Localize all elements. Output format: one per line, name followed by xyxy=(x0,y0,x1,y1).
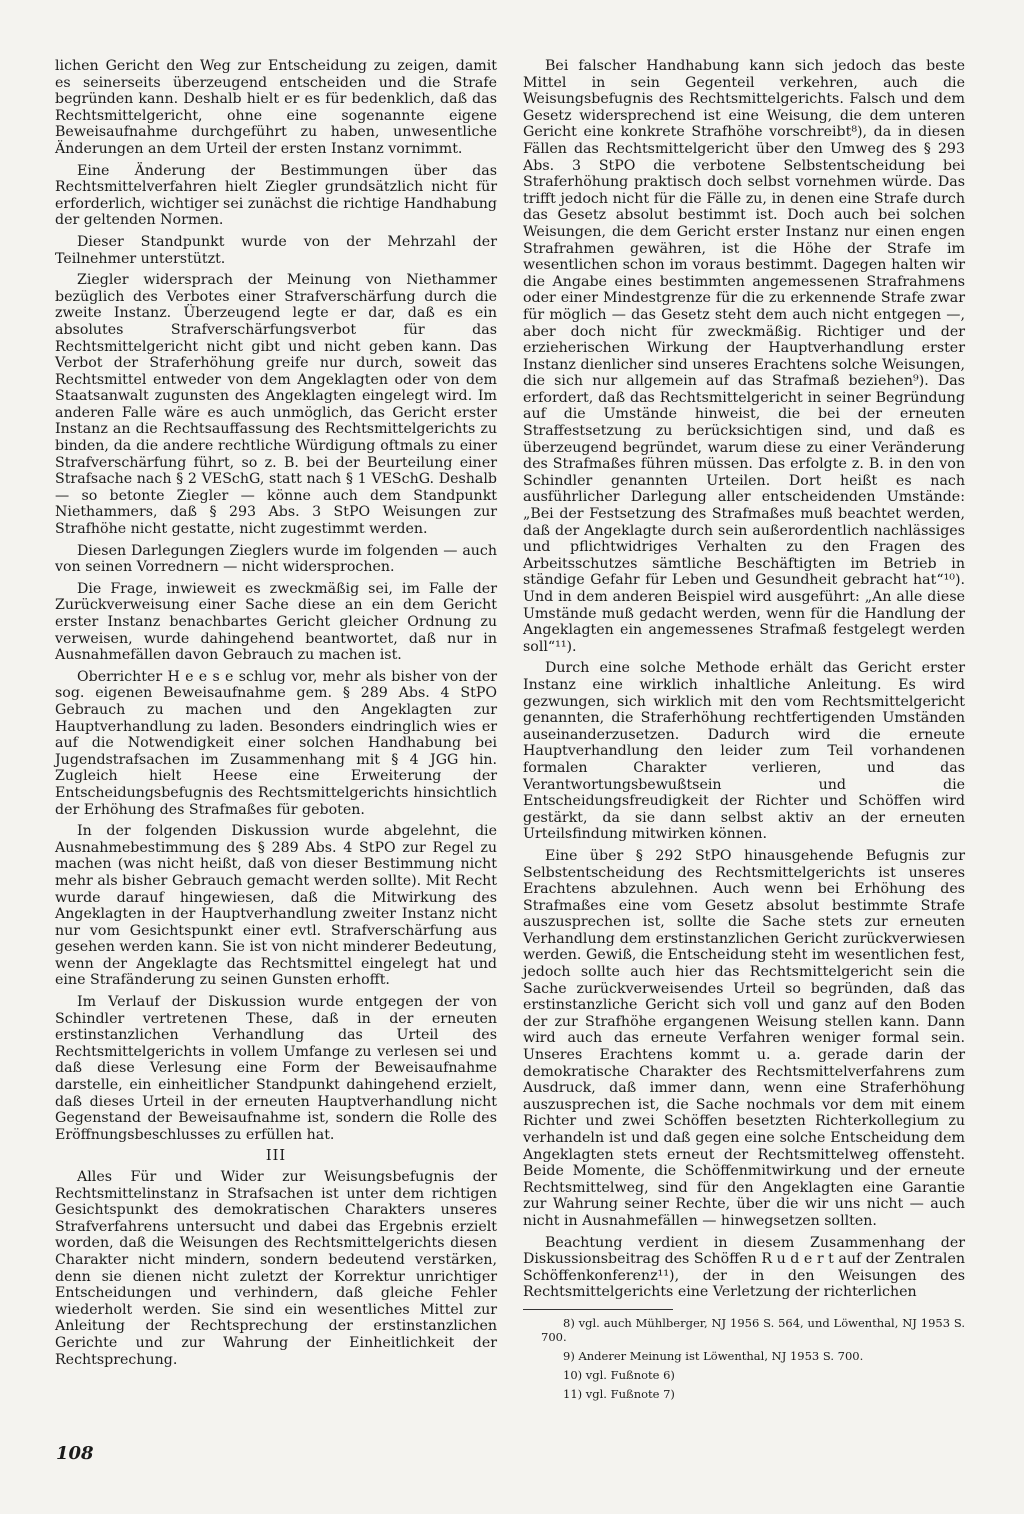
paragraph: In der folgenden Diskussion wurde abgelehnt, die Ausnahmebestimmung des § 289 Abs. 4 StPO zur Regel zu machen (was nicht heißt, daß von dieser Bestimmung nicht mehr als bisher Gebrauch gemacht werden sollte). Mit Recht wurde darauf hingewiesen, daß die Mitwirkung des Angeklagten in der Hauptverhandlung zweiter Instanz nicht nur vom Gesichtspunkt einer evtl. Strafverschärfung aus gesehen werden kann. Sie ist von nicht minderer Bedeutung, wenn der Angeklagte das Rechtsmittel eingelegt hat und eine Strafänderung zu seinen Gunsten erhofft. xyxy=(55,823,497,989)
paragraph: lichen Gericht den Weg zur Entscheidung zu zeigen, damit es seinerseits überzeugend entscheiden und die Strafe begründen kann. Deshalb hielt er es für bedenklich, daß das Rechtsmittelgericht, ohne eine sogenannte eigene Beweisaufnahme durchgeführt zu haben, unwesentliche Änderungen an dem Urteil der ersten Instanz vornimmt. xyxy=(55,58,497,157)
paragraph: Im Verlauf der Diskussion wurde entgegen der von Schindler vertretenen These, daß in der erneuten erstinstanzlichen Verhandlung das Urteil des Rechtsmittelgerichts in vollem Umfange zu verlesen sei und daß diese Verlesung eine Form der Beweisaufnahme darstelle, ein einheitlicher Standpunkt dahingehend erzielt, daß dieses Urteil in der erneuten Hauptverhandlung nicht Gegenstand der Beweisaufnahme ist, sondern die Rolle des Eröffnungsbeschlusses zu erfüllen hat. xyxy=(55,994,497,1143)
page-number: 108 xyxy=(56,1443,94,1464)
paragraph: Oberrichter H e e s e schlug vor, mehr als bisher von der sog. eigenen Beweisaufnahme gem. § 289 Abs. 4 StPO Gebrauch zu machen und den Angeklagten zur Hauptverhandlung zu laden. Besonders eindringlich wies er auf die Notwendigkeit einer solchen Handhabung bei Jugendstrafsachen im Zusammenhang mit § 4 JGG hin. Zugleich hielt Heese eine Erweiterung der Entscheidungsbefugnis des Rechtsmittelgerichts hinsichtlich der Erhöhung des Strafmaßes für geboten. xyxy=(55,668,497,818)
paragraph: Beachtung verdient in diesem Zusammenhang der Diskussionsbeitrag des Schöffen R u d e r t auf der Zentralen Schöffenkonferenz¹¹), der in den Weisungen des Rechtsmittelgerichts eine Verletzung der richterlichen xyxy=(523,1234,965,1301)
footnote: 8) vgl. auch Mühlberger, NJ 1956 S. 564, und Löwenthal, NJ 1953 S. 700. xyxy=(541,1315,965,1344)
footnote-divider xyxy=(523,1309,673,1310)
paragraph: Ziegler widersprach der Meinung von Niethammer bezüglich des Verbotes einer Strafverschärfung durch die zweite Instanz. Überzeugend legte er dar, daß es ein absolutes Strafverschärfungsverbot für das Rechtsmittelgericht nicht gibt und nicht geben kann. Das Verbot der Straferhöhung greife nur durch, soweit das Rechtsmittel entweder von dem Angeklagten oder von dem Staatsanwalt zugunsten des Angeklagten eingelegt wird. Im anderen Falle wäre es auch unmöglich, das Gericht erster Instanz an die Rechtsauffassung des Rechtsmittelgerichts zu binden, da die andere rechtliche Würdigung oftmals zu einer Strafverschärfung führt, so z. B. bei der Beurteilung einer Strafsache nach § 2 VESchG, statt nach § 1 VESchG. Deshalb — so betonte Ziegler — könne auch dem Standpunkt Niethammers, daß § 293 Abs. 3 StPO Weisungen zur Strafhöhe nicht gestatte, nicht zugestimmt werden. xyxy=(55,272,497,538)
left-column xyxy=(55,58,497,1373)
footnote: 11) vgl. Fußnote 7) xyxy=(563,1386,675,1401)
paragraph: Diesen Darlegungen Zieglers wurde im folgenden — auch von seinen Vorrednern — nicht widersprochen. xyxy=(55,542,497,576)
footnote: 9) Anderer Meinung ist Löwenthal, NJ 1953 S. 700. xyxy=(563,1348,864,1363)
paragraph: Durch eine solche Methode erhält das Gericht erster Instanz eine wirklich inhaltliche Anleitung. Es wird gezwungen, sich wirklich mit den vom Rechtsmittelgericht genannten, die Straferhöhung rechtfertigenden Umständen auseinanderzusetzen. Dadurch wird die erneute Hauptverhandlung den leider zum Teil vorhandenen formalen Charakter verlieren, und das Verantwortungsbewußtsein und die Entscheidungsfreudigkeit der Richter und Schöffen wird gestärkt, da sie dann selbst aktiv an der erneuten Urteilsfindung mitwirken können. xyxy=(523,660,965,843)
paragraph: Eine Änderung der Bestimmungen über das Rechtsmittelverfahren hielt Ziegler grundsätzlich nicht für erforderlich, wichtiger sei zunächst die richtige Handhabung der geltenden Normen. xyxy=(55,162,497,229)
paragraph: Dieser Standpunkt wurde von der Mehrzahl der Teilnehmer unterstützt. xyxy=(55,233,497,267)
footnote: 10) vgl. Fußnote 6) xyxy=(563,1367,675,1382)
paragraph: Die Frage, inwieweit es zweckmäßig sei, im Falle der Zurückverweisung einer Sache diese an ein dem Gericht erster Instanz benachbartes Gericht gleicher Ordnung zu verweisen, wurde dahingehend beantwortet, daß nur in Ausnahmefällen davon Gebrauch zu machen ist. xyxy=(55,580,497,664)
section-heading: III xyxy=(265,1148,287,1165)
paragraph: Eine über § 292 StPO hinausgehende Befugnis zur Selbstentscheidung des Rechtsmittelgerichts ist unseres Erachtens abzulehnen. Auch wenn bei Erhöhung des Strafmaßes eine vom Gesetz absolut bestimmte Strafe auszusprechen ist, sollte die Sache stets zur erneuten Verhandlung dem erstinstanzlichen Gericht zurückverwiesen werden. Gewiß, die Entscheidung steht im wesentlichen fest, jedoch sollte auch hier das Rechtsmittelgericht sein die Sache zurückverweisendes Urteil so begründen, daß das erstinstanzliche Gericht sich voll und ganz auf den Boden der zur Strafhöhe ergangenen Weisung stellen kann. Dann wird auch das erneute Verfahren weniger formal sein. Unseres Erachtens kommt u. a. gerade darin der demokratische Charakter des Rechtsmittelverfahrens zum Ausdruck, daß immer dann, wenn eine Straferhöhung auszusprechen ist, die Sache nochmals vor dem mit einem Richter und zwei Schöffen besetzten Richterkollegium zu verhandeln ist und daß gegen eine solche Entscheidung dem Angeklagten stets erneut der Rechtsmittelweg offensteht. Beide Momente, die Schöffenmitwirkung und der erneute Rechtsmittelweg, sind für den Angeklagten eine Garantie zur Wahrung seiner Rechte, über die wir uns nicht — auch nicht in Ausnahmefällen — hinwegsetzen sollten. xyxy=(523,847,965,1229)
paragraph: Bei falscher Handhabung kann sich jedoch das beste Mittel in sein Gegenteil verkehren, auch die Weisungsbefugnis des Rechtsmittelgerichts. Falsch und dem Gesetz widersprechend ist eine Weisung, die dem unteren Gericht eine konkrete Strafhöhe vorschreibt⁸), da in diesen Fällen das Rechtsmittelgericht über den Umweg des § 293 Abs. 3 StPO die verbotene Selbstentscheidung bei Straferhöhung praktisch doch selbst vornehmen würde. Das trifft jedoch nicht für die Fälle zu, in denen eine Strafe durch das Gesetz absolut bestimmt ist. Doch auch bei solchen Weisungen, die dem Gericht erster Instanz nur einen engen Strafrahmen gewähren, ist die Höhe der Strafe im wesentlichen schon im voraus bestimmt. Dagegen halten wir die Angabe eines bestimmten angemessenen Strafrahmens oder einer Mindestgrenze für die zu erkennende Strafe zwar für möglich — das Gesetz steht dem auch nicht entgegen —, aber doch nicht für zweckmäßig. Richtiger und der erzieherischen Wirkung der Hauptverhandlung erster Instanz dienlicher sind unseres Erachtens solche Weisungen, die sich nur allgemein auf das Strafmaß beziehen⁹). Das erfordert, daß das Rechtsmittelgericht in seiner Begründung auf die Umstände hinweist, die bei der erneuten Straffestsetzung zu berücksichtigen sind, und daß es überzeugend begründet, warum diese zu einer Veränderung des Strafmaßes führen müssen. Das erfolgte z. B. in den von Schindler genannten Urteilen. Dort heißt es nach ausführlicher Darlegung aller entscheidenden Umstände: „Bei der Festsetzung des Strafmaßes muß beachtet werden, daß der Angeklagte durch sein außerordentlich nachlässiges und pflichtwidriges Verhalten zu den Fragen des Arbeitsschutzes sämtliche Beschäftigten im Betrieb in ständige Gefahr für Leben und Gesundheit gebracht hat“¹⁰). Und in dem anderen Beispiel wird ausgeführt: „An alle diese Umstände muß gedacht werden, wenn für die Handlung der Angeklagten ein angemessenes Strafmaß festgelegt werden soll“¹¹). xyxy=(523,58,965,655)
right-column xyxy=(523,58,965,1406)
paragraph: Alles Für und Wider zur Weisungsbefugnis der Rechtsmittelinstanz in Strafsachen ist unter dem richtigen Gesichtspunkt des demokratischen Charakters unseres Strafverfahrens untersucht und dabei das Ergebnis erzielt worden, daß die Weisungen des Rechtsmittelgerichts diesen Charakter nicht mindern, sondern bedeutend verstärken, denn sie dienen nicht zuletzt der Korrektur unrichtiger Entscheidungen und verhindern, daß gleiche Fehler wiederholt werden. Sie sind ein wesentliches Mittel zur Anleitung der Rechtsprechung der erstinstanzlichen Gerichte und zur Wahrung der Einheitlichkeit der Rechtsprechung. xyxy=(55,1169,497,1368)
